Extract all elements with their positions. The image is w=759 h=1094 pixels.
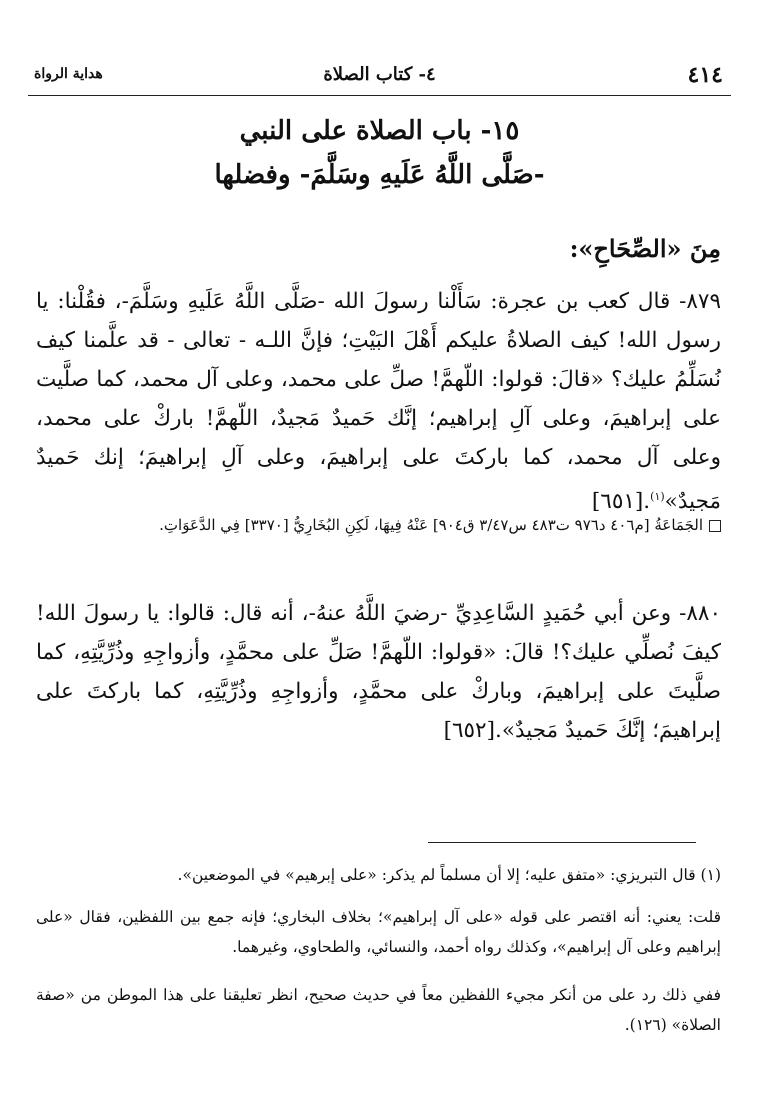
page-number: ٤١٤ <box>687 62 723 88</box>
header-divider <box>28 95 731 96</box>
footnote-divider <box>428 842 696 843</box>
hadith-880-text: ٨٨٠- وعن أبي حُمَيدٍ السَّاعِدِيِّ -رضيَ اللَّهُ عنهُ-، أنه قال: قالوا: يا رسولَ الله! كيفَ نُصلِّي عليك؟! قالَ: «قولوا: اللّهمَّ! صَلِّ على محمَّدٍ، وأزواجِهِ وذُرِّيَّتِهِ، كما صلَّيتَ على إبراهيمَ، وباركْ على محمَّدٍ، وأزواجِهِ وذُرِّيَّتِهِ، كما باركتَ على إبراهيمَ؛ إنَّكَ حَميدٌ مَجيدٌ».[٦٥٢] <box>36 601 721 743</box>
takhrij-note <box>36 508 721 542</box>
square-bullet-icon <box>709 520 721 532</box>
hadith-879-number: .[٦٥١] <box>591 489 651 515</box>
chapter-title: ٤- كتاب الصلاة <box>323 64 436 85</box>
section-subtitle: -صَلَّى اللَّهُ عَلَيهِ وسَلَّمَ- وفضلها <box>214 160 545 190</box>
footnote-2: قلت: يعني: أنه اقتصر على قوله «على آل إبراهيم»؛ بخلاف البخاري؛ فإنه جمع بين اللفظين، فقال «على إبراهيم وعلى آل إبراهيم»، وكذلك رواه أحمد، والنسائي، والطحاوي، وغيرهما. <box>36 908 721 956</box>
source-heading: مِنَ «الصِّحَاحِ»: <box>569 234 721 263</box>
page-header <box>28 56 731 96</box>
section-title: ١٥- باب الصلاة على النبي <box>239 116 520 146</box>
footnote-1: (١) قال التبريزي: «متفق عليه؛ إلا أن مسلماً لم يذكر: «على إبرهيم» في الموضعين». <box>177 866 721 884</box>
footnote-marker: (١) <box>650 490 665 503</box>
takhrij-text: الجَمَاعَةُ [م٤٠٦ د٩٧٦ ت٤٨٣ س٣/٤٧ ق٩٠٤] عَنْهُ فِيهَا، لَكِنِ البُخَارِيُّ [٣٣٧٠] فِي الدَّعَوَاتِ. <box>159 516 703 534</box>
book-title: هداية الرواة <box>34 66 103 82</box>
hadith-879-text: ٨٧٩- قال كعب بن عجرة: سَأَلْنا رسولَ الله -صَلَّى اللَّهُ عَلَيهِ وسَلَّمَ-، فقُلْنا: يا رسول الله! كيف الصلاةُ عليكم أَهْلَ البَيْتِ؛ فإنَّ اللـه - تعالى - قد علَّمنا كيف نُسَلِّمُ عليك؟ «قالَ: قولوا: اللّهمَّ! صلِّ على محمد، وعلى آل محمد، كما صلَّيت على إبراهيمَ، وعلى آلِ إبراهيم؛ إنَّك حَميدٌ مَجيدٌ، اللّهمَّ! باركْ على محمد، وعلى آل محمد، كما باركتَ على إبراهيمَ، وعلى آلِ إبراهيمَ؛ إنك حَميدٌ مَجيدٌ» <box>36 289 721 515</box>
hadith-880 <box>36 594 721 750</box>
hadith-879 <box>36 282 721 521</box>
footnote-3: ففي ذلك رد على من أنكر مجيء اللفظين معاً في حديث صحيح، انظر تعليقنا على هذا الموطن من «صفة الصلاة» (١٢٦). <box>36 986 721 1034</box>
